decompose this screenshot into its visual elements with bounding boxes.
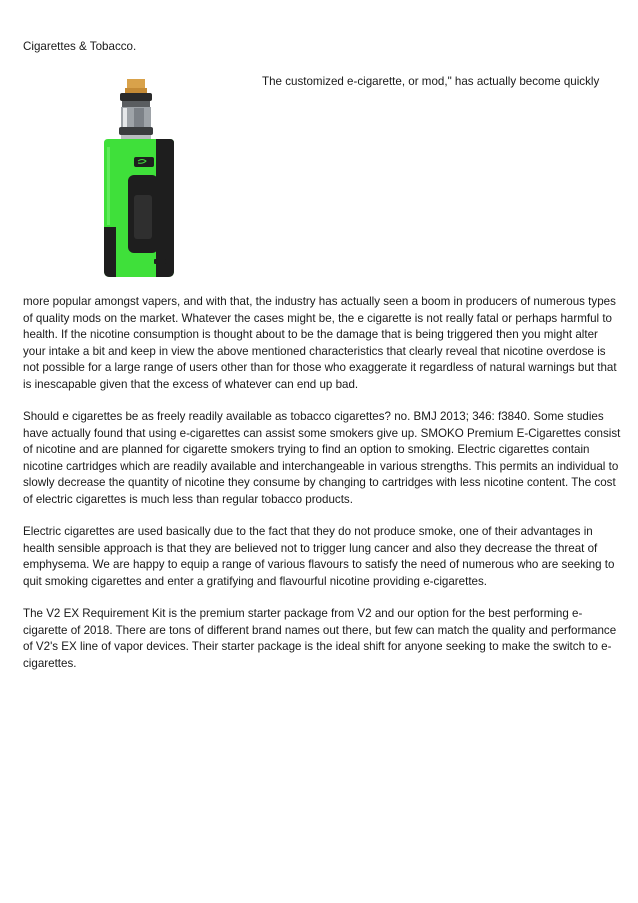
paragraph-4: The V2 EX Requirement Kit is the premium starter package from V2 and our option for the best performing e-cigarette of 2018. There are tons of different brand names out there, but few can match the quality and performance of V2's EX line of vapor devices. Their starter package is the ideal shift for anyone seeking to make the switch to e-cigarettes. [23,607,617,670]
paragraph-2: Should e cigarettes be as freely readily available as tobacco cigarettes? no. BMJ 2013; 346: f3840. Some studies have actually found that using e-cigarettes can assist some smokers give up. SMOKO Premium E-Cigarettes consist of nicotine and are planned for cigarette smokers trying to find an option to smoking. Electric cigarettes contain nicotine cartridges which are readily available and interchangeable in various strengths. This permits an individual to slowly decrease the quantity of nicotine they consume by changing to cartridges with less nicotine content. The cost of electric cigarettes is much less than regular tobacco products. [23,410,621,506]
body-text [23,294,623,688]
paragraph-1: more popular amongst vapers, and with that, the industry has actually seen a boom in producers of numerous types of quality mods on the market. Whatever the cases might be, the e cigarette is not really fatal or perhaps harmful to health. If the nicotine consumption is thought about to be the damage that is being triggered then you might alter your intake a bit and keep in view the above mentioned characteristics that clearly reveal that nicotine overdose is not possible for a large range of users other than for those who exaggerate it regardless of natural warnings but that is inescapable given that the excess of whatever can end up bad. [23,295,617,391]
paragraph-3: Electric cigarettes are used basically due to the fact that they do not produce smoke, one of their advantages in health sensible approach is that they are believed not to trigger lung cancer and also they decrease the threat of emphysema. We are happy to equip a range of various flavours to satisfy the need of numerous who are seeking to quit smoking cigarettes and enter a gratifying and flavourful nicotine providing e-cigarettes. [23,525,615,588]
intro-line: The customized e-cigarette, or mod," has actually become quickly [262,75,600,88]
document-heading: Cigarettes & Tobacco. [23,40,137,53]
vape-mod-image [94,77,188,285]
